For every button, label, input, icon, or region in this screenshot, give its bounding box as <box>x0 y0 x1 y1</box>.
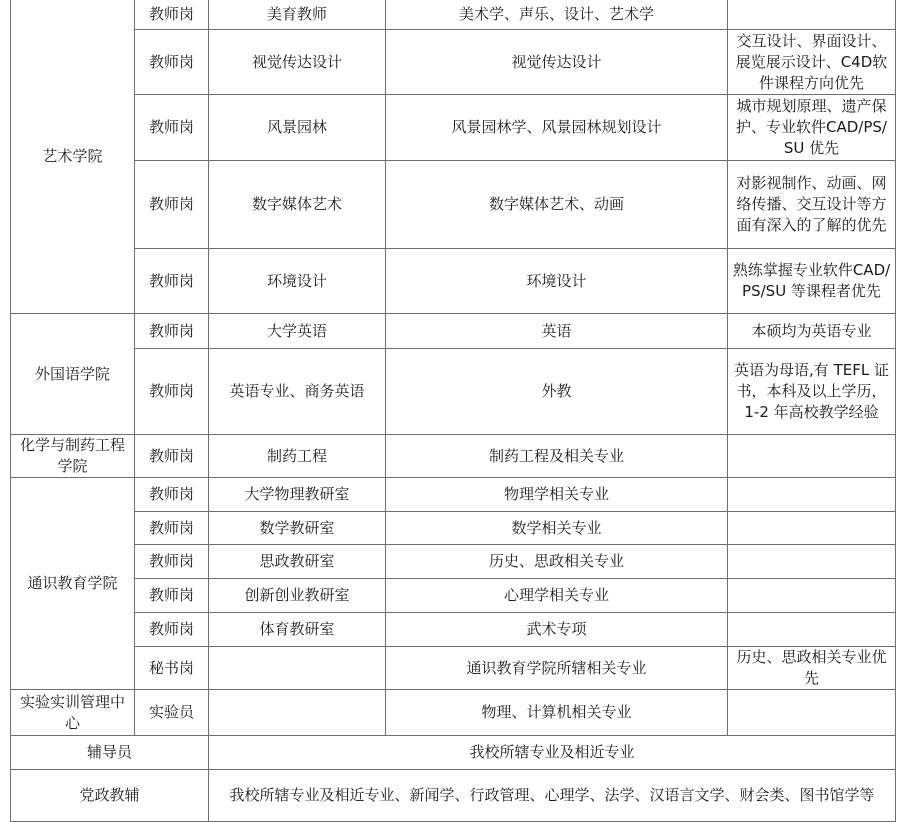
table-row <box>11 690 896 736</box>
post-cell: 秘书岗 <box>135 647 209 690</box>
table-row <box>11 770 896 822</box>
dept-cell <box>209 690 386 736</box>
college-cell: 实验实训管理中心 <box>11 690 135 736</box>
post-cell: 教师岗 <box>135 30 209 95</box>
table-row <box>11 249 896 314</box>
major-cell: 风景园林学、风景园林规划设计 <box>386 95 728 161</box>
note-cell: 交互设计、界面设计、展览展示设计、C4D软件课程方向优先 <box>728 30 896 95</box>
major-cell: 历史、思政相关专业 <box>386 545 728 579</box>
college-cell: 艺术学院 <box>11 0 135 314</box>
note-cell: 历史、思政相关专业优先 <box>728 647 896 690</box>
dept-cell: 数字媒体艺术 <box>209 161 386 249</box>
college-cell: 外国语学院 <box>11 314 135 435</box>
table-row <box>11 512 896 545</box>
post-cell: 教师岗 <box>135 545 209 579</box>
note-cell <box>728 690 896 736</box>
dept-cell: 制药工程 <box>209 435 386 478</box>
dept-cell: 数学教研室 <box>209 512 386 545</box>
table-row <box>11 736 896 770</box>
table-row <box>11 545 896 579</box>
table-row <box>11 95 896 161</box>
major-cell: 物理学相关专业 <box>386 478 728 512</box>
post-cell: 教师岗 <box>135 95 209 161</box>
table-row <box>11 579 896 613</box>
dept-cell: 风景园林 <box>209 95 386 161</box>
post-cell: 实验员 <box>135 690 209 736</box>
table-row <box>11 349 896 435</box>
note-cell <box>728 0 896 30</box>
note-cell: 熟练掌握专业软件CAD/PS/SU 等课程者优先 <box>728 249 896 314</box>
table-row <box>11 647 896 690</box>
note-cell <box>728 435 896 478</box>
college-cell: 化学与制药工程学院 <box>11 435 135 478</box>
recruitment-table <box>10 0 896 822</box>
table-row <box>11 613 896 647</box>
post-cell: 教师岗 <box>135 249 209 314</box>
wide-row-text: 我校所辖专业及相近专业 <box>209 736 896 770</box>
wide-row-text: 我校所辖专业及相近专业、新闻学、行政管理、心理学、法学、汉语言文学、财会类、图书馆学等 <box>209 770 896 822</box>
dept-cell <box>209 647 386 690</box>
major-cell: 通识教育学院所辖相关专业 <box>386 647 728 690</box>
note-cell <box>728 579 896 613</box>
major-cell: 武术专项 <box>386 613 728 647</box>
major-cell: 数学相关专业 <box>386 512 728 545</box>
major-cell: 美术学、声乐、设计、艺术学 <box>386 0 728 30</box>
post-cell: 教师岗 <box>135 478 209 512</box>
major-cell: 视觉传达设计 <box>386 30 728 95</box>
note-cell <box>728 478 896 512</box>
table-row <box>11 314 896 349</box>
note-cell: 对影视制作、动画、网络传播、交互设计等方面有深入的了解的优先 <box>728 161 896 249</box>
post-cell: 教师岗 <box>135 512 209 545</box>
table-row <box>11 30 896 95</box>
dept-cell: 创新创业教研室 <box>209 579 386 613</box>
college-cell: 通识教育学院 <box>11 478 135 690</box>
note-cell <box>728 512 896 545</box>
table-row <box>11 161 896 249</box>
dept-cell: 体育教研室 <box>209 613 386 647</box>
dept-cell: 思政教研室 <box>209 545 386 579</box>
post-cell: 教师岗 <box>135 435 209 478</box>
major-cell: 外教 <box>386 349 728 435</box>
note-cell <box>728 613 896 647</box>
wide-row-label: 辅导员 <box>11 736 209 770</box>
post-cell: 教师岗 <box>135 0 209 30</box>
note-cell: 英语为母语,有 TEFL 证书，本科及以上学历，1-2 年高校教学经验 <box>728 349 896 435</box>
post-cell: 教师岗 <box>135 161 209 249</box>
major-cell: 数字媒体艺术、动画 <box>386 161 728 249</box>
dept-cell: 视觉传达设计 <box>209 30 386 95</box>
dept-cell: 大学物理教研室 <box>209 478 386 512</box>
note-cell: 本硕均为英语专业 <box>728 314 896 349</box>
table-row <box>11 0 896 30</box>
post-cell: 教师岗 <box>135 579 209 613</box>
dept-cell: 大学英语 <box>209 314 386 349</box>
table-row <box>11 478 896 512</box>
table-row <box>11 435 896 478</box>
major-cell: 英语 <box>386 314 728 349</box>
dept-cell: 英语专业、商务英语 <box>209 349 386 435</box>
post-cell: 教师岗 <box>135 613 209 647</box>
major-cell: 心理学相关专业 <box>386 579 728 613</box>
post-cell: 教师岗 <box>135 349 209 435</box>
dept-cell: 环境设计 <box>209 249 386 314</box>
major-cell: 物理、计算机相关专业 <box>386 690 728 736</box>
post-cell: 教师岗 <box>135 314 209 349</box>
note-cell <box>728 545 896 579</box>
note-cell: 城市规划原理、遗产保护、专业软件CAD/PS/SU 优先 <box>728 95 896 161</box>
dept-cell: 美育教师 <box>209 0 386 30</box>
major-cell: 环境设计 <box>386 249 728 314</box>
wide-row-label: 党政教辅 <box>11 770 209 822</box>
major-cell: 制药工程及相关专业 <box>386 435 728 478</box>
